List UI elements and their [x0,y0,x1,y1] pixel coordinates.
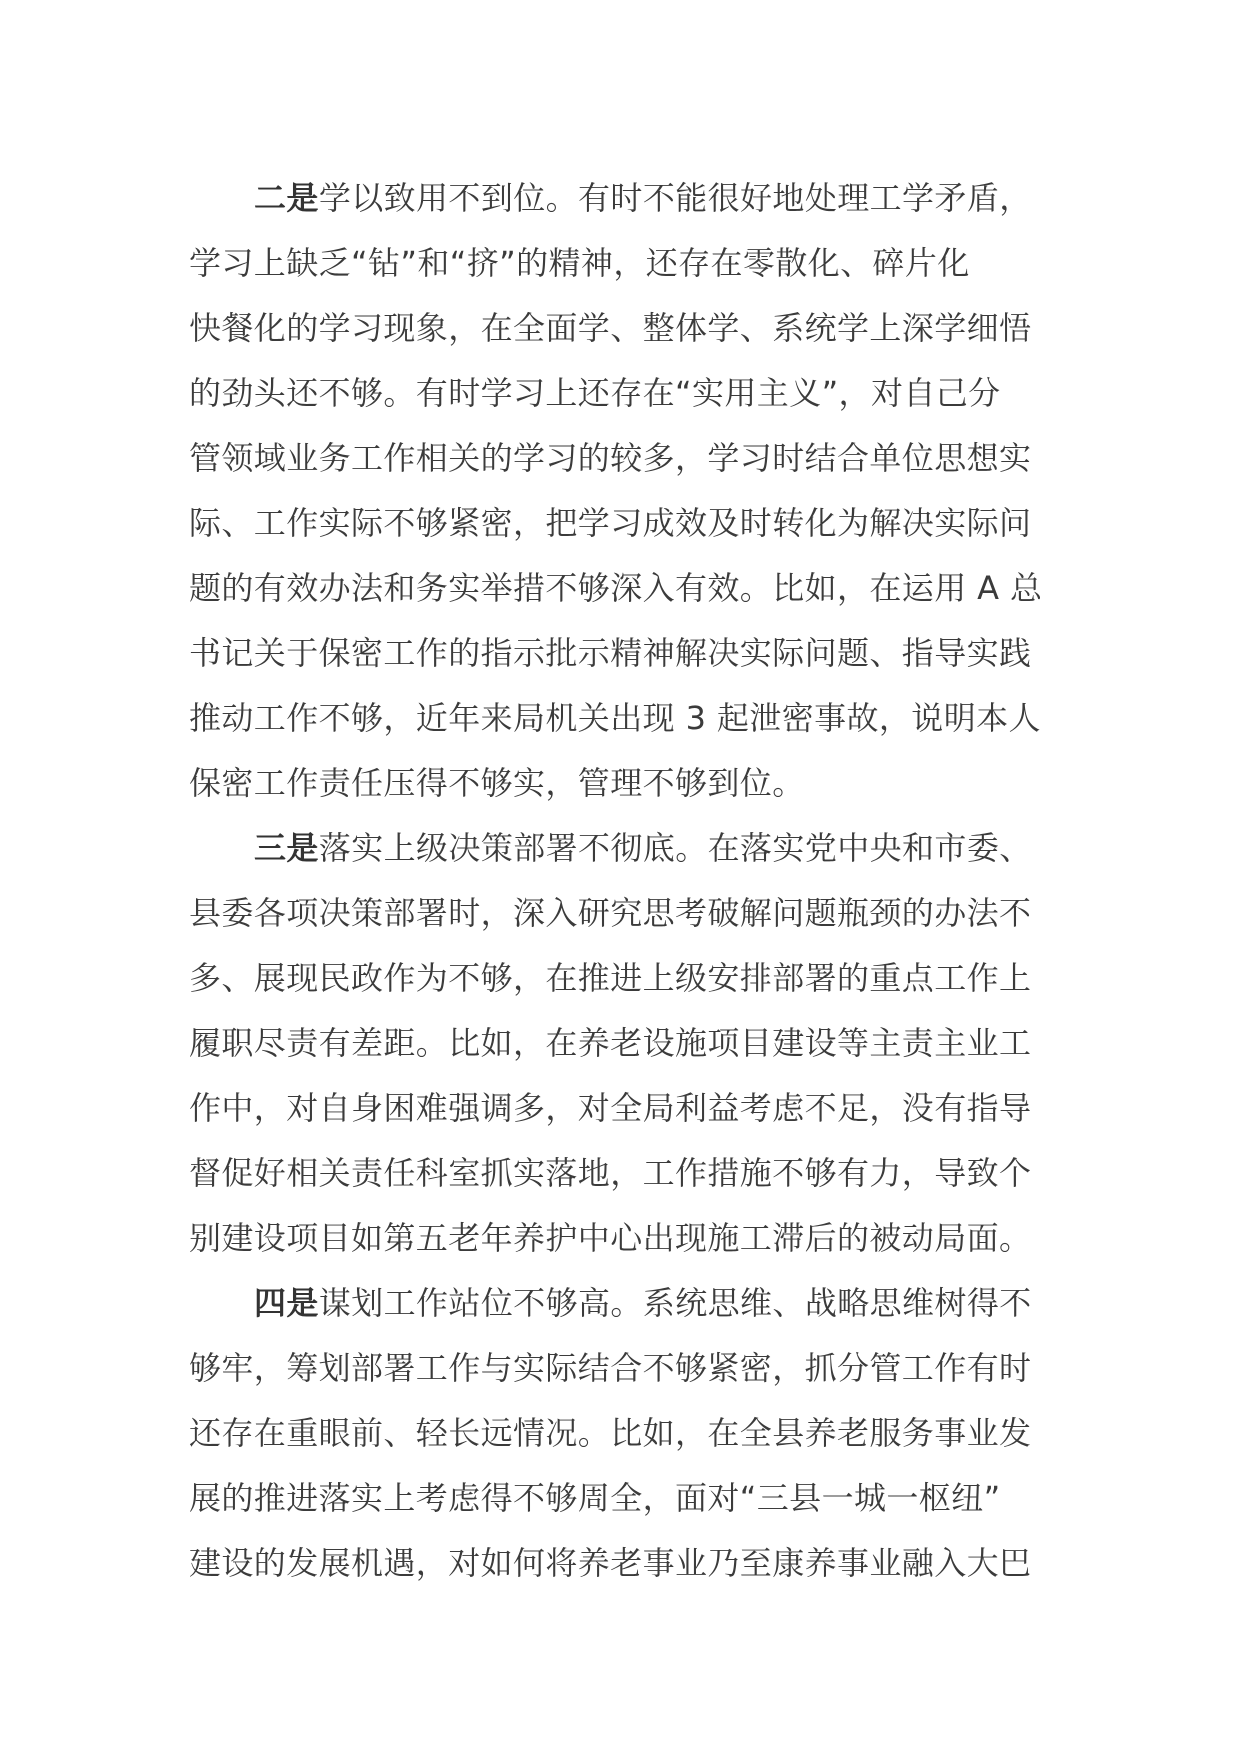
paragraph-text: 落实上级决策部署不彻底。在落实党中央和市委、 [318,829,1032,867]
paragraph-line: 保密工作责任压得不够实，管理不够到位。 [189,764,805,802]
paragraph-line: 际、工作实际不够紧密，把学习成效及时转化为解决实际问 [189,504,1032,542]
paragraph-line: 管领域业务工作相关的学习的较多，学习时结合单位思想实 [189,439,1032,477]
paragraph-lead: 二是 [254,179,319,217]
paragraph-line: 履职尽责有差距。比如，在养老设施项目建设等主责主业工 [189,1024,1032,1062]
paragraph-line: 别建设项目如第五老年养护中心出现施工滞后的被动局面。 [189,1219,1032,1257]
paragraph-line [189,816,1053,881]
paragraph-line: 还存在重眼前、轻长远情况。比如，在全县养老服务事业发 [189,1414,1032,1452]
paragraph-text: 谋划工作站位不够高。系统思维、战略思维树得不 [318,1284,1032,1322]
paragraph-line: 多、展现民政作为不够，在推进上级安排部署的重点工作上 [189,959,1032,997]
paragraph-line: 作中，对自身困难强调多，对全局利益考虑不足，没有指导 [189,1089,1032,1127]
paragraph-line: 的劲头还不够。有时学习上还存在“实用主义”，对自己分 [189,374,1001,412]
paragraph-line [189,1271,1053,1336]
paragraph-line: 题的有效办法和务实举措不够深入有效。比如，在运用 A 总 [189,569,1043,607]
paragraph-lead: 四是 [254,1284,319,1322]
paragraph-lead: 三是 [254,829,319,867]
paragraph-line: 建设的发展机遇，对如何将养老事业乃至康养事业融入大巴 [189,1544,1032,1582]
paragraph-line [189,166,1053,231]
document-body [189,166,1053,1596]
paragraph-line: 书记关于保密工作的指示批示精神解决实际问题、指导实践 [189,634,1032,672]
paragraph-line: 学习上缺乏“钻”和“挤”的精神，还存在零散化、碎片化 [189,244,970,282]
paragraph-line: 推动工作不够，近年来局机关出现 3 起泄密事故，说明本人 [189,699,1041,737]
paragraph-line: 快餐化的学习现象，在全面学、整体学、系统学上深学细悟 [189,309,1032,347]
paragraph-line: 县委各项决策部署时，深入研究思考破解问题瓶颈的办法不 [189,894,1032,932]
paragraph-text: 学以致用不到位。有时不能很好地处理工学矛盾， [318,179,1032,217]
paragraph-line: 展的推进落实上考虑得不够周全，面对“三县一城一枢纽” [189,1479,1001,1517]
paragraph-line: 够牢，筹划部署工作与实际结合不够紧密，抓分管工作有时 [189,1349,1032,1387]
paragraph-line: 督促好相关责任科室抓实落地，工作措施不够有力，导致个 [189,1154,1032,1192]
